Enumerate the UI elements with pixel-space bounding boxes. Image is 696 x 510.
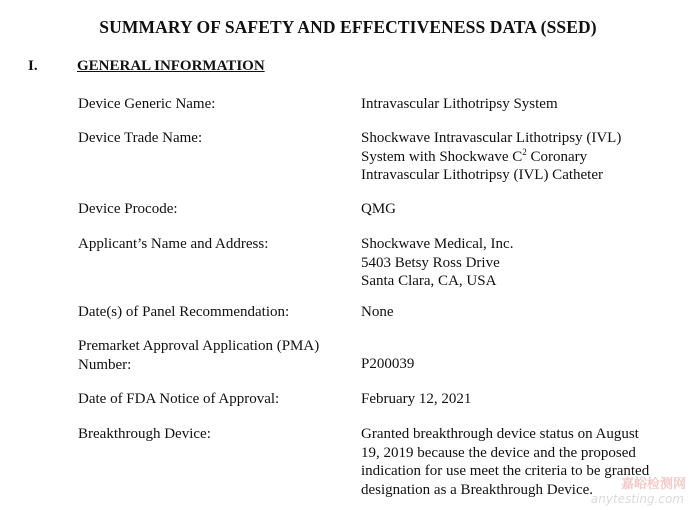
section-number: I. [28,58,38,74]
section-title: GENERAL INFORMATION [77,58,265,74]
watermark-logo: 嘉峪检测网 [620,477,686,492]
field-label-breakthrough: Breakthrough Device: [78,426,211,442]
document-title: SUMMARY OF SAFETY AND EFFECTIVENESS DATA (SSED) [99,17,597,37]
field-value-pma-number: P200039 [361,356,415,372]
field-value-procode: QMG [361,201,397,217]
field-label-pma-number: Premarket Approval Application (PMA) Number: [78,338,320,373]
field-value-panel-date: None [361,304,394,320]
superscript-2: 2 [522,146,527,157]
field-value-approval-date: February 12, 2021 [361,391,472,407]
field-label-generic-name: Device Generic Name: [78,96,216,112]
field-value-trade-name: Shockwave Intravascular Lithotripsy (IVL) System with Shockwave $C^2$ Coronary Intravascular Lithotripsy (IVL) Catheter [361,130,622,183]
field-label-applicant: Applicant’s Name and Address: [78,236,269,252]
field-label-trade-name: Device Trade Name: [78,130,203,146]
field-label-procode: Device Procode: [78,201,178,217]
field-label-panel-date: Date(s) of Panel Recommendation: [78,304,290,320]
field-value-generic-name: Intravascular Lithotripsy System [361,96,558,112]
field-value-breakthrough: Granted breakthrough device status on August 19, 2019 because the device and the proposed indication for use meet the criteria to be granted designation as a Breakthrough Device. [361,426,650,498]
watermark-url: anytesting.com [590,492,684,506]
field-value-applicant: Shockwave Medical, Inc. 5403 Betsy Ross Drive Santa Clara, CA, USA [361,236,514,289]
field-label-approval-date: Date of FDA Notice of Approval: [78,391,280,407]
